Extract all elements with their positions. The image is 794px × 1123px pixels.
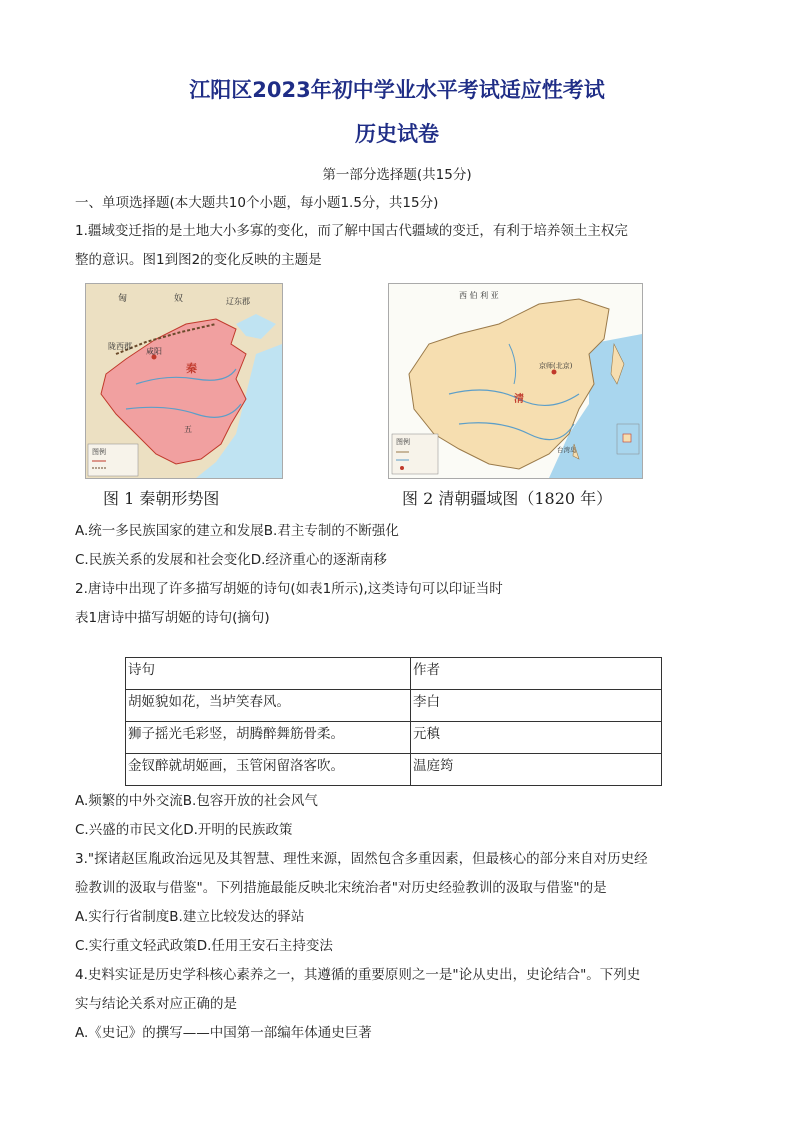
- q1-options-cd: C.民族关系的发展和社会变化D.经济重心的逐渐南移: [75, 552, 387, 568]
- table-cell: 温庭筠: [411, 754, 662, 786]
- q4-stem-line2: 实与结论关系对应正确的是: [75, 996, 237, 1012]
- q1-options-ab: A.统一多民族国家的建立和发展B.君主专制的不断强化: [75, 523, 399, 539]
- svg-text:辽东郡: 辽东郡: [226, 297, 250, 306]
- exam-title: 江阳区2023年初中学业水平考试适应性考试: [189, 78, 605, 102]
- q3-options-ab: A.实行行省制度B.建立比较发达的驿站: [75, 909, 305, 925]
- qin-dynasty-map: [85, 283, 283, 479]
- q4-option-a: A.《史记》的撰写——中国第一部编年体通史巨著: [75, 1025, 372, 1041]
- q1-stem-line1: 1.疆域变迁指的是土地大小多寡的变化，而了解中国古代疆域的变迁，有利于培养领土主权完: [75, 223, 628, 239]
- q3-stem-line1: 3."探诸赵匡胤政治远见及其智慧、理性来源，固然包含多重因素，但最核心的部分来自对历史经: [75, 851, 648, 867]
- q2-table-title: 表1唐诗中描写胡姬的诗句(摘句): [75, 610, 270, 626]
- table-row: [126, 754, 662, 786]
- table-cell: 元稹: [411, 722, 662, 754]
- table-header-cell: 诗句: [126, 658, 411, 690]
- svg-text:清: 清: [514, 394, 524, 405]
- part-heading: 第一部分选择题(共15分): [322, 167, 472, 183]
- table-cell: 金钗醉就胡姬画，玉管闲留洛客吹。: [126, 754, 411, 786]
- figure1-caption: 图 1 秦朝形势图: [103, 489, 220, 508]
- svg-text:五: 五: [184, 425, 192, 434]
- svg-text:图例: 图例: [396, 438, 410, 446]
- q2-options-cd: C.兴盛的市民文化D.开明的民族政策: [75, 822, 293, 838]
- table-cell: 狮子摇光毛彩竖，胡腾醉舞筋骨柔。: [126, 722, 411, 754]
- poem-table: [125, 657, 662, 786]
- q1-stem-line2: 整的意识。图1到图2的变化反映的主题是: [75, 252, 322, 268]
- q2-options-ab: A.频繁的中外交流B.包容开放的社会风气: [75, 793, 318, 809]
- svg-text:图例: 图例: [92, 448, 106, 456]
- svg-text:秦: 秦: [186, 362, 197, 375]
- table-cell: 胡姬貌如花，当垆笑春风。: [126, 690, 411, 722]
- q2-stem: 2.唐诗中出现了许多描写胡姬的诗句(如表1所示),这类诗句可以印证当时: [75, 581, 503, 597]
- q3-stem-line2: 验教训的汲取与借鉴"。下列措施最能反映北宋统治者"对历史经验教训的汲取与借鉴"的是: [75, 880, 607, 896]
- qing-dynasty-map: [388, 283, 643, 479]
- figure2-caption: 图 2 清朝疆域图（1820 年）: [402, 489, 613, 508]
- svg-text:西 伯 利 亚: 西 伯 利 亚: [459, 291, 499, 300]
- q4-stem-line1: 4.史料实证是历史学科核心素养之一，其遵循的重要原则之一是"论从史出，史论结合"。下列史: [75, 967, 641, 983]
- table-row: [126, 690, 662, 722]
- section-instruction: 一、单项选择题(本大题共10个小题，每小题1.5分，共15分): [75, 195, 439, 211]
- svg-text:咸阳: 咸阳: [146, 347, 162, 356]
- table-row: [126, 722, 662, 754]
- svg-text:台湾岛: 台湾岛: [557, 446, 577, 454]
- map-label: 匈: [118, 294, 128, 304]
- table-header-row: [126, 658, 662, 690]
- table-header-cell: 作者: [411, 658, 662, 690]
- table-cell: 李白: [411, 690, 662, 722]
- svg-text:京师(北京): 京师(北京): [539, 362, 573, 370]
- exam-subtitle: 历史试卷: [355, 122, 439, 146]
- svg-text:奴: 奴: [174, 294, 184, 304]
- svg-text:陇西郡: 陇西郡: [108, 342, 132, 351]
- q3-options-cd: C.实行重文轻武政策D.任用王安石主持变法: [75, 938, 333, 954]
